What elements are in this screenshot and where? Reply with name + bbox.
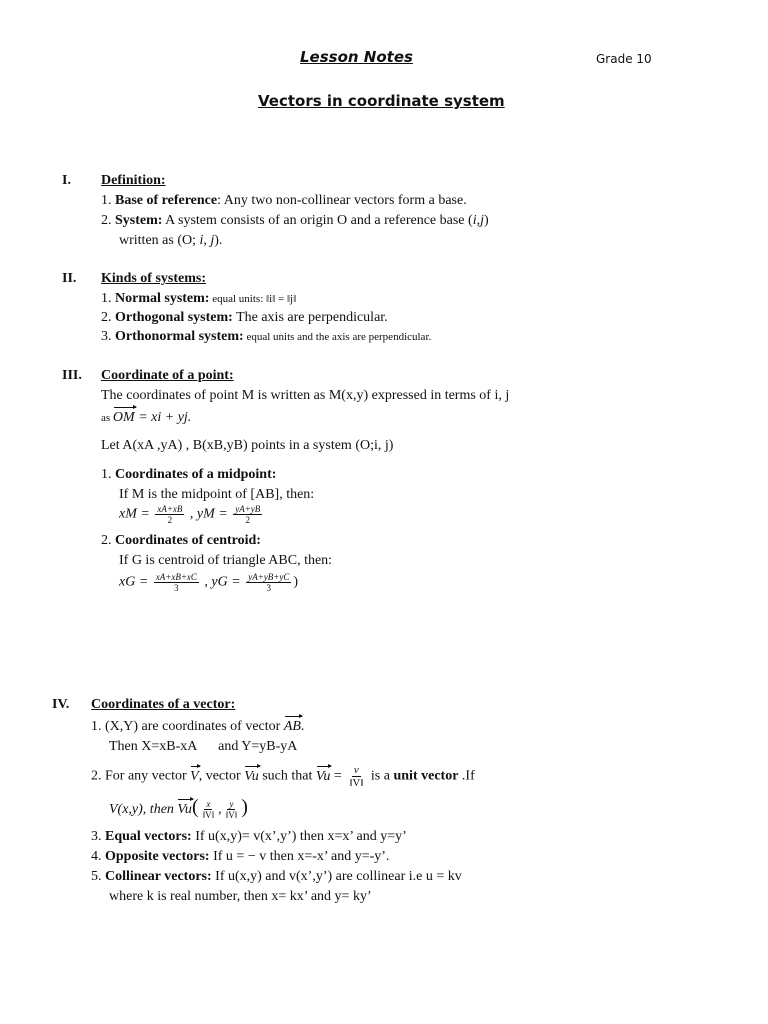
fraction-numerator: xA+xB+xC <box>155 572 197 582</box>
section-1-heading: Definition: <box>101 173 166 188</box>
item-number: 5. <box>91 869 102 884</box>
item-text: If u = − v then x=-x’ and y=-y’. <box>209 849 390 864</box>
item-text: written as (O; <box>119 233 200 248</box>
section-4-numeral: IV. <box>52 697 70 712</box>
fraction-x <box>201 799 217 820</box>
fraction-denominator: 2 <box>167 515 173 525</box>
section-1-item-2 <box>101 212 489 230</box>
item-text-end: ) <box>483 213 489 228</box>
formula-yg: , yG = <box>200 574 245 590</box>
section-2-item-2 <box>101 309 388 327</box>
centroid-formula <box>119 572 298 593</box>
fraction-numerator: yA+yB <box>235 504 261 514</box>
section-4-item-1 <box>91 718 304 736</box>
item-text: For any vector <box>105 768 191 784</box>
section-3-line-3: Let A(xA ,yA) , B(xB,yB) points in a system (O;i, j) <box>101 438 394 453</box>
section-3-line-1: The coordinates of point M is written as M(x,y) expressed in terms of i, j <box>101 388 510 403</box>
item-number: 2. <box>101 213 112 228</box>
section-2-heading: Kinds of systems: <box>101 271 207 286</box>
fraction-denominator: ‖V‖ <box>202 810 215 821</box>
fraction-xg <box>154 572 199 593</box>
fraction-denominator: 3 <box>266 583 272 593</box>
item-text: The axis are perpendicular. <box>232 310 388 325</box>
item-text: (X,Y) are coordinates of vector <box>105 719 284 734</box>
item-term: Equal vectors: <box>105 829 192 844</box>
vector-vu: Vu <box>177 802 192 817</box>
document-title: Vectors in coordinate system <box>258 92 505 110</box>
section-3-heading: Coordinate of a point: <box>101 368 234 383</box>
section-2-item-1 <box>101 290 296 308</box>
item-number: 2. <box>91 768 102 784</box>
fraction-numerator: xA+xB <box>157 504 183 514</box>
section-1-numeral: I. <box>62 173 71 188</box>
item-number: 3. <box>101 329 112 344</box>
fraction-ym <box>233 504 262 525</box>
formula-ym: , yM = <box>186 506 232 522</box>
section-1-item-1 <box>101 192 467 210</box>
unit-vector-term: unit vector <box>393 768 459 784</box>
item-number: 1. <box>91 719 102 734</box>
equation: = xi + yj. <box>134 410 192 425</box>
item-term: Base of reference <box>115 193 218 208</box>
sub-title: Coordinates of a midpoint: <box>115 467 277 482</box>
section-4-heading: Coordinates of a vector: <box>91 697 236 712</box>
item-text: .If <box>458 768 475 784</box>
item-number: 1. <box>101 291 112 306</box>
item-number: 2. <box>101 533 112 548</box>
section-4-item-4 <box>91 848 389 866</box>
section-4-item-5-line-2: where k is real number, then x= kx’ and y= ky’ <box>109 889 372 904</box>
vector-om: OM <box>112 410 135 425</box>
item-text: equal units and the axis are perpendicular. <box>243 331 432 343</box>
item-text-end: . <box>300 719 305 734</box>
item-number: 1. <box>101 193 112 208</box>
item-text: is a <box>367 768 394 784</box>
grade-label: Grade 10 <box>596 52 652 66</box>
section-2-item-3 <box>101 328 431 346</box>
item-term: Opposite vectors: <box>105 849 210 864</box>
open-paren: ( <box>191 796 199 818</box>
item-term: System: <box>115 213 163 228</box>
unit-vector-fraction <box>347 764 365 789</box>
text-as: as <box>101 412 113 424</box>
item-text: A system consists of an origin O and a reference base ( <box>162 213 473 228</box>
close-paren: ) <box>241 796 248 818</box>
base-vectors: i,j <box>472 213 484 228</box>
vector-vu: Vu <box>244 768 259 784</box>
fraction-xm <box>155 504 184 525</box>
item-text: , vector <box>198 768 245 784</box>
fraction-numerator: yA+yB+yC <box>248 572 290 582</box>
fraction-denominator: 3 <box>174 583 179 593</box>
item-term: Orthonormal system: <box>115 329 244 344</box>
fraction-numerator: x <box>206 799 211 810</box>
section-2-numeral: II. <box>62 271 77 286</box>
base-vectors: i, j <box>199 233 215 248</box>
section-4-item-1-line-2 <box>109 738 297 756</box>
formula-xm: xM = <box>119 506 154 522</box>
fraction-y <box>224 799 240 820</box>
section-3-sub-1 <box>101 466 276 484</box>
item-number: 3. <box>91 829 102 844</box>
midpoint-formula <box>119 504 264 525</box>
item-text: equal units: ‖i‖ = ‖j‖ <box>209 293 297 305</box>
fraction-numerator: v <box>353 764 359 776</box>
sub-title: Coordinates of centroid: <box>115 533 261 548</box>
section-4-item-5 <box>91 868 462 886</box>
x-relation: Then X=xB-xA <box>109 739 197 754</box>
item-text-end: ). <box>214 233 223 248</box>
section-4-item-3 <box>91 828 407 846</box>
item-number: 4. <box>91 849 102 864</box>
formula-tail: ) <box>293 574 299 590</box>
section-4-item-2 <box>91 764 475 789</box>
equals-sign: = <box>330 768 346 784</box>
fraction-yg <box>246 572 291 593</box>
fraction-denominator: 2 <box>245 515 250 525</box>
vector-v: V <box>190 768 199 784</box>
item-term: Orthogonal system: <box>115 310 233 325</box>
formula-xg: xG = <box>119 574 152 590</box>
item-text: If u(x,y)= v(x’,y’) then x=x’ and y=y’ <box>191 829 407 844</box>
section-1-item-2-line-2 <box>119 232 222 250</box>
item-number: 2. <box>101 310 112 325</box>
section-3-sub-1-text: If M is the midpoint of [AB], then: <box>119 487 315 502</box>
vector-v-coords: V(x,y), then <box>109 802 178 817</box>
item-term: Normal system: <box>115 291 210 306</box>
vector-ab: AB <box>283 719 301 734</box>
section-3-sub-2-text: If G is centroid of triangle ABC, then: <box>119 553 333 568</box>
vector-vu: Vu <box>315 768 331 784</box>
lesson-title: Lesson Notes <box>300 48 413 66</box>
item-text: : Any two non-collinear vectors form a base. <box>217 193 467 208</box>
fraction-denominator: ‖V‖ <box>349 777 364 789</box>
section-4-item-2-line-2: V(x,y), then Vu( $\frac{x}{‖V‖}$ , $\frac{y}{‖V‖}$ ) <box>109 796 248 821</box>
y-relation: and Y=yB-yA <box>218 739 298 754</box>
item-number: 1. <box>101 467 112 482</box>
fraction-numerator: y <box>229 799 234 810</box>
section-3-numeral: III. <box>62 368 82 383</box>
item-text: If u(x,y) and v(x’,y’) are collinear i.e u = kv <box>211 869 462 884</box>
fraction-denominator: ‖V‖ <box>225 810 238 821</box>
section-3-line-2 <box>101 409 191 427</box>
item-term: Collinear vectors: <box>105 869 212 884</box>
item-text: such that <box>258 768 316 784</box>
section-3-sub-2 <box>101 532 261 550</box>
